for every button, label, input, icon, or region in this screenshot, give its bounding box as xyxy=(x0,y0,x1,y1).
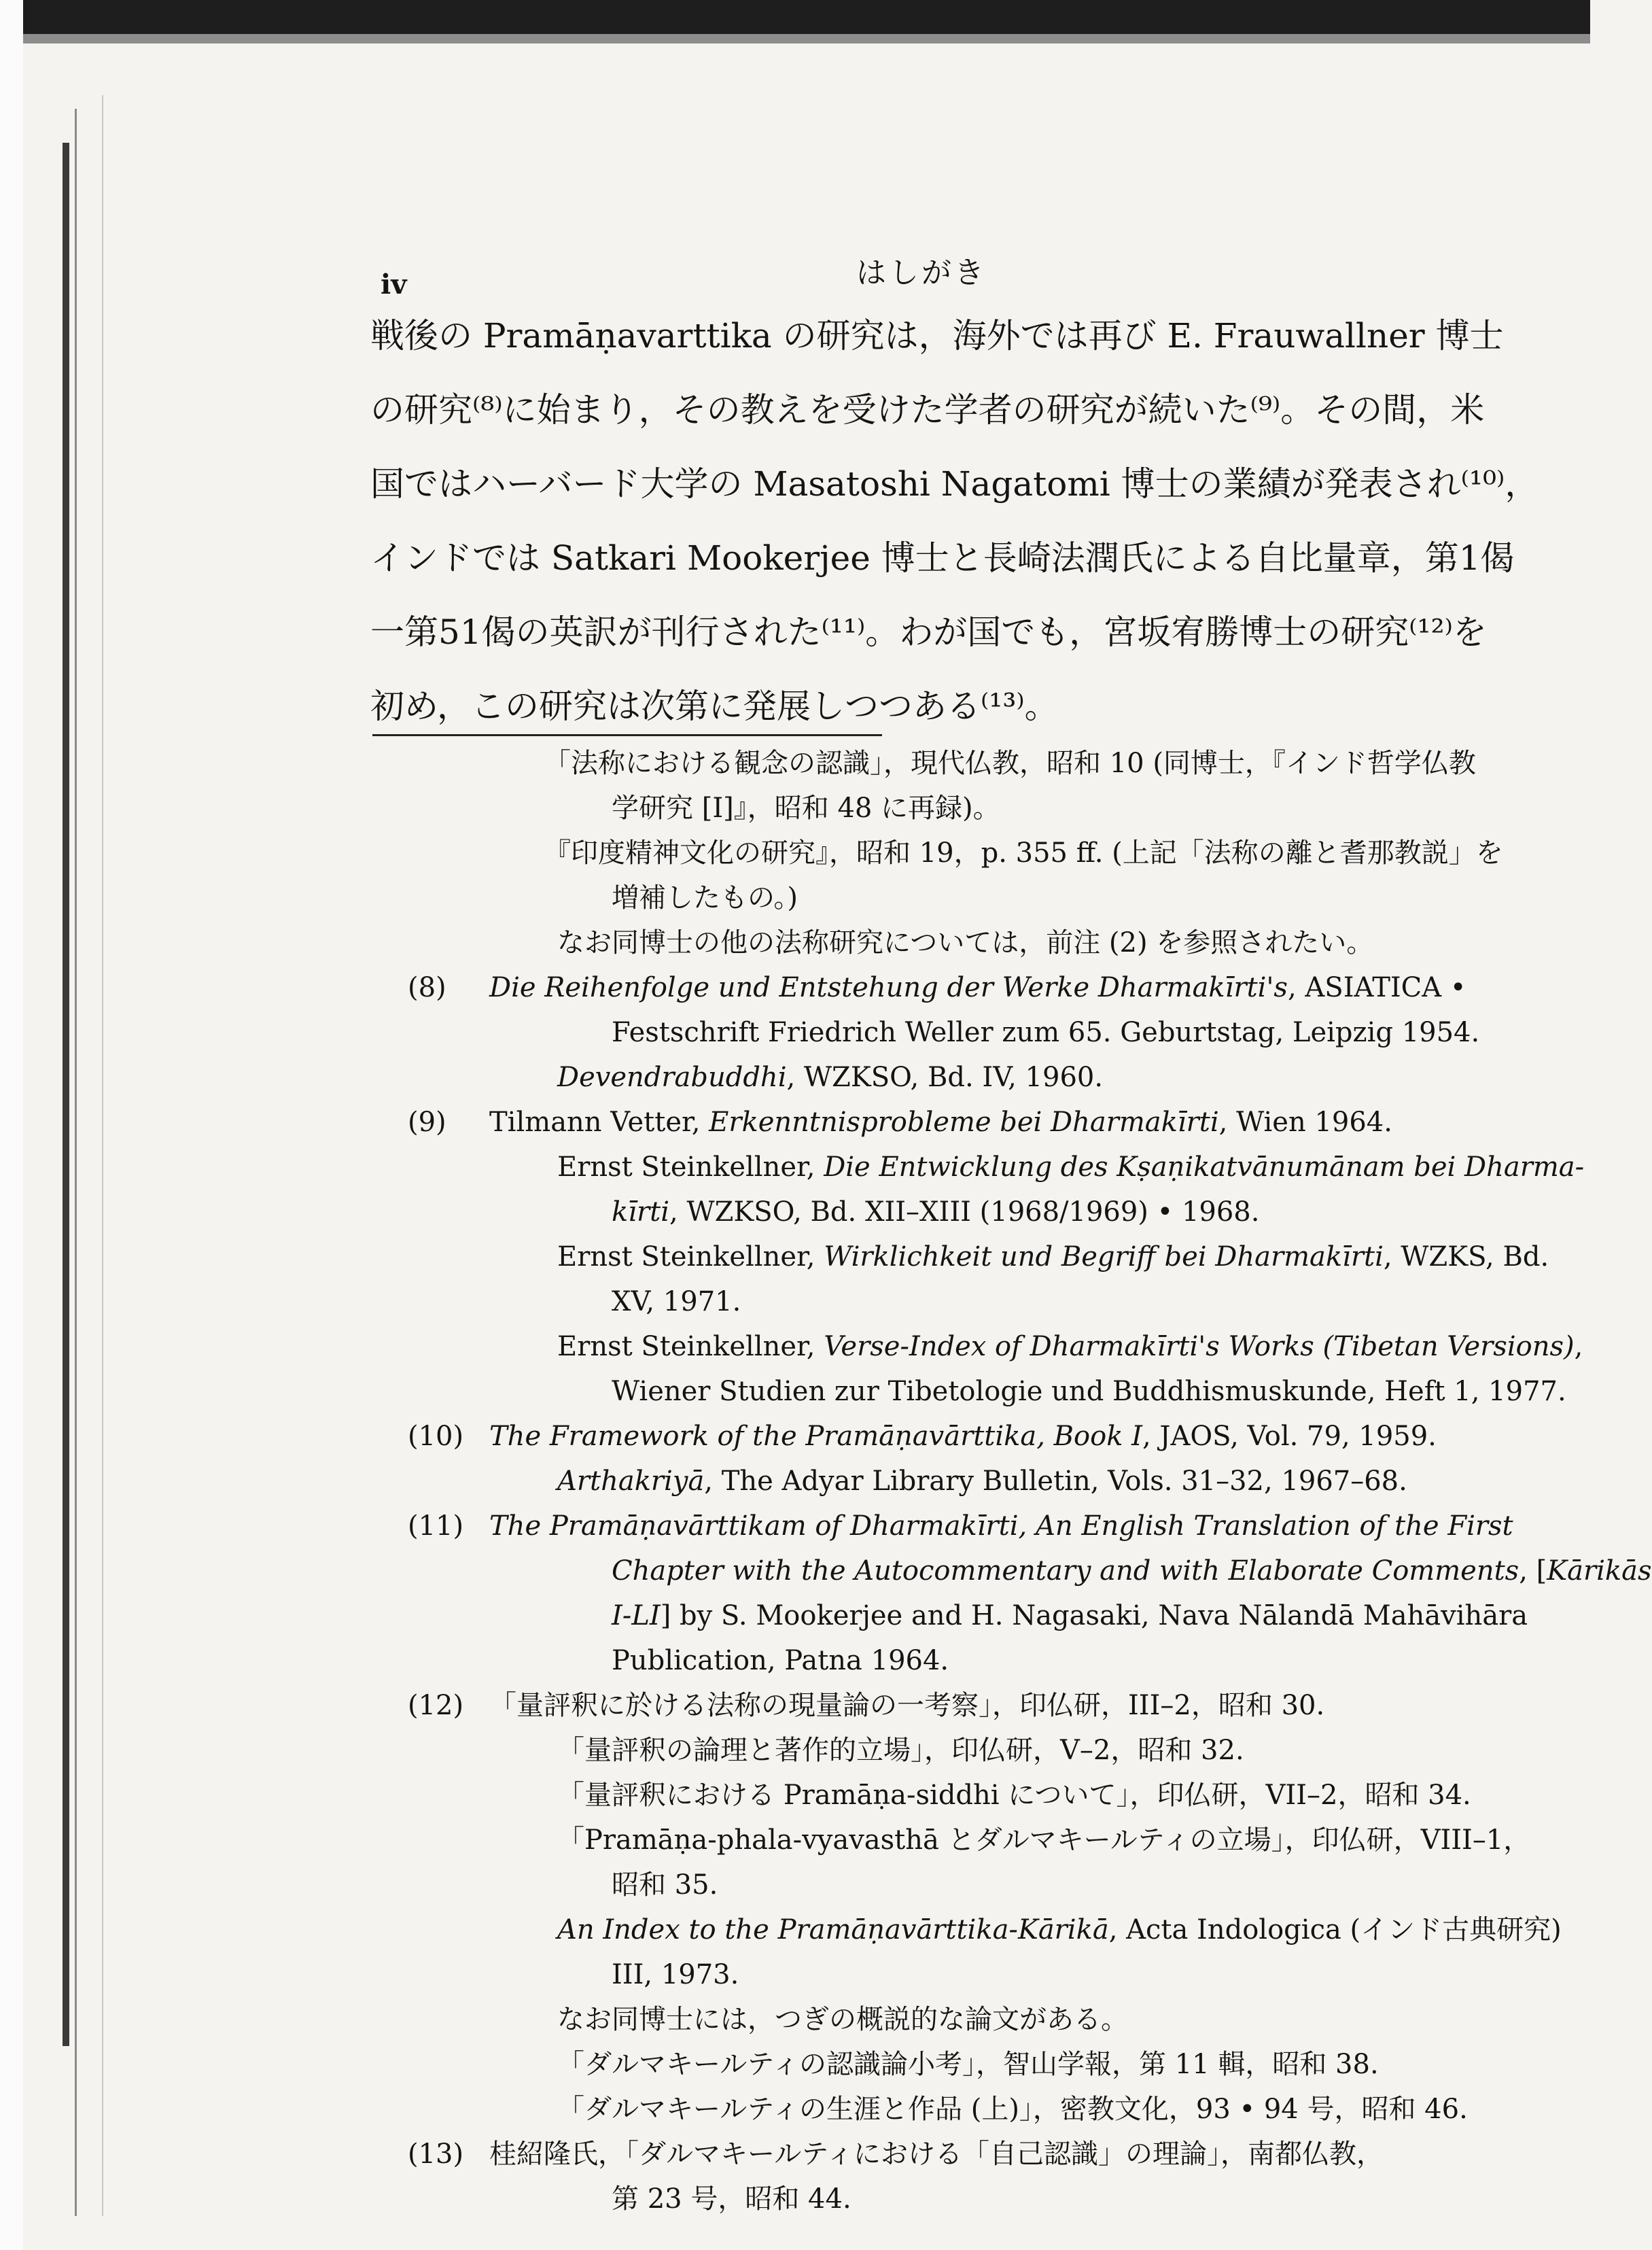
footnote-italic-title: Die Entwicklung des Kṣaṇikatvānumānam bei Dharma- xyxy=(824,1152,1585,1183)
footnote-line xyxy=(408,1100,1515,1145)
footnote-segment: , ASIATICA • xyxy=(1287,972,1466,1003)
footnote-segment: Publication, Patna 1964. xyxy=(612,1645,949,1676)
footnote-text xyxy=(489,1555,1652,1587)
footnote-line xyxy=(408,1190,1515,1234)
footnote-text xyxy=(489,1062,1103,1093)
footnote-italic-title: Devendrabuddhi xyxy=(557,1062,787,1093)
footnote-text xyxy=(489,1241,1549,1273)
footnote-italic-title: Kārikās xyxy=(1547,1555,1652,1587)
footnote-italic-title: I-LI xyxy=(612,1600,661,1631)
footnote-segment: なお同博士には，つぎの概説的な論文がある。 xyxy=(557,2004,1128,2035)
scan-top-shadow xyxy=(0,34,1590,44)
footnote-segment: XV, 1971. xyxy=(612,1286,741,1317)
footnote-line xyxy=(408,786,1515,831)
footnote-text xyxy=(489,1780,1471,1811)
book-spine-line xyxy=(75,109,77,2216)
footnote-line xyxy=(408,1863,1515,1907)
book-spine-shadow xyxy=(63,143,69,2046)
footnote-line xyxy=(408,965,1515,1010)
footnote-segment: , WZKS, Bd. xyxy=(1383,1241,1549,1273)
footnote-segment: Ernst Steinkellner, xyxy=(557,1152,824,1183)
footnote-italic-title: Die Reihenfolge und Entstehung der Werke Dharmakīrti's xyxy=(489,972,1288,1003)
footnote-text xyxy=(489,1331,1583,1362)
footnote-text xyxy=(489,1824,1530,1856)
body-line: 初め，この研究は次第に発展しつつある⁽¹³⁾。 xyxy=(370,687,1059,726)
body-paragraph xyxy=(370,299,1539,744)
footnote-text xyxy=(489,1690,1324,1721)
footnote-text xyxy=(489,1735,1244,1766)
footnote-segment: 「量評釈における Pramāṇa-siddhi について」，印仏研，VII–2，昭和 34. xyxy=(557,1780,1471,1811)
footnote-italic-title: Erkenntnisprobleme bei Dharmakīrti xyxy=(709,1107,1219,1138)
footnote-line xyxy=(408,741,1515,786)
footnote-segment: 「法称における観念の認識」，現代仏教，昭和 10 (同博士，『インド哲学仏教 xyxy=(544,748,1476,779)
footnote-line xyxy=(408,2087,1515,2132)
footnote-italic-title: An Index to the Pramāṇavārttika-Kārikā xyxy=(557,1914,1109,1945)
footnote-line xyxy=(408,1952,1515,1997)
footnote-text xyxy=(489,793,1000,824)
footnote-line xyxy=(408,1145,1585,1190)
footnote-segment: 「ダルマキールティの認識論小考」，智山学報，第 11 輯，昭和 38. xyxy=(557,2049,1379,2080)
footnote-text xyxy=(489,1510,1513,1542)
footnote-text xyxy=(489,1017,1479,1048)
footnote-segment: , WZKSO, Bd. IV, 1960. xyxy=(786,1062,1104,1093)
footnote-number: (13) xyxy=(408,2139,464,2170)
footnote-segment: , [ xyxy=(1519,1555,1547,1587)
footnote-line xyxy=(408,1997,1515,2042)
body-line: インドでは Satkari Mookerjee 博士と長崎法潤氏による自比量章，第1偈 xyxy=(370,538,1515,578)
footnote-text xyxy=(489,1152,1584,1183)
footnote-line xyxy=(408,1638,1515,1683)
footnote-line xyxy=(408,1234,1549,1279)
footnote-segment: , JAOS, Vol. 79, 1959. xyxy=(1142,1421,1437,1452)
footnote-line xyxy=(408,1369,1566,1414)
footnote-line xyxy=(408,1324,1583,1369)
footnote-line xyxy=(408,1773,1515,1818)
footnote-segment: ] by S. Mookerjee and H. Nagasaki, Nava Nālandā Mahāvihāra xyxy=(660,1600,1528,1631)
footnote-segment: 第 23 号，昭和 44. xyxy=(612,2183,851,2215)
footnote-number: (12) xyxy=(408,1690,464,1721)
footnote-line xyxy=(408,1818,1531,1863)
footnote-segment: , xyxy=(1574,1331,1583,1362)
footnote-line xyxy=(408,1414,1515,1459)
footnote-text xyxy=(489,1286,741,1317)
footnote-segment: III, 1973. xyxy=(612,1959,739,1990)
footnote-segment: 増補したもの。) xyxy=(612,882,798,914)
footnote-segment: 『印度精神文化の研究』，昭和 19，p. 355 ff. (上記「法称の離と耆那教説」を xyxy=(544,837,1503,869)
footnote-italic-title: The Pramāṇavārttikam of Dharmakīrti, An English Translation of the First xyxy=(489,1510,1513,1542)
footnote-line xyxy=(408,1907,1562,1952)
footnote-line xyxy=(408,1010,1515,1055)
footnote-text xyxy=(489,1600,1528,1631)
footnote-italic-title: The Framework of the Pramāṇavārttika, Book I xyxy=(489,1421,1142,1452)
body-line: 戦後の Pramāṇavarttika の研究は，海外では再び E. Frauwallner 博士 xyxy=(370,316,1504,356)
footnote-line xyxy=(408,1459,1515,1504)
footnote-line xyxy=(408,1683,1515,1728)
footnote-text xyxy=(489,1645,949,1676)
footnote-segment: , The Adyar Library Bulletin, Vols. 31–32, 1967–68. xyxy=(704,1466,1407,1497)
page-number: iv xyxy=(381,269,407,300)
footnote-line xyxy=(408,1279,1515,1324)
footnote-text xyxy=(489,2139,1384,2170)
footnote-number: (10) xyxy=(408,1421,464,1452)
footnote-text xyxy=(489,1914,1562,1945)
scan-top-band xyxy=(0,0,1590,34)
footnote-line xyxy=(408,920,1515,965)
footnote-segment: 桂紹隆氏，「ダルマキールティにおける「自己認識」の理論」，南都仏教， xyxy=(489,2139,1384,2170)
footnote-segment: 「ダルマキールティの生涯と作品 (上)」，密教文化，93 • 94 号，昭和 46. xyxy=(557,2094,1468,2125)
body-line: 国ではハーバード大学の Masatoshi Nagatomi 博士の業績が発表され⁽¹⁰⁾， xyxy=(370,464,1539,504)
footnote-line xyxy=(408,2042,1515,2087)
footnote-segment: Festschrift Friedrich Weller zum 65. Geburtstag, Leipzig 1954. xyxy=(612,1017,1480,1048)
footnote-text xyxy=(489,2094,1468,2125)
footnote-segment: , Wien 1964. xyxy=(1218,1107,1392,1138)
footnote-text xyxy=(489,972,1466,1003)
footnote-number: (9) xyxy=(408,1107,446,1138)
footnote-line xyxy=(408,1593,1528,1638)
footnote-line xyxy=(408,1728,1515,1773)
footnote-text xyxy=(489,1421,1437,1452)
footnote-text xyxy=(489,2004,1128,2035)
footnote-line xyxy=(408,1548,1652,1593)
footnote-line xyxy=(408,2132,1515,2177)
footnote-divider xyxy=(372,734,882,736)
footnote-text xyxy=(489,1959,739,1990)
footnotes xyxy=(408,741,1652,2221)
footnote-line xyxy=(408,876,1515,920)
footnote-text xyxy=(489,1466,1407,1497)
footnote-text xyxy=(489,1196,1259,1228)
footnote-line xyxy=(408,2177,1515,2221)
footnote-line xyxy=(408,831,1515,876)
footnote-italic-title: kīrti xyxy=(612,1196,670,1228)
footnote-segment: 昭和 35. xyxy=(612,1869,718,1901)
body-line: の研究⁽⁸⁾に始まり，その教えを受けた学者の研究が続いた⁽⁹⁾。その間，米 xyxy=(370,390,1485,430)
footnote-line xyxy=(408,1055,1515,1100)
footnote-italic-title: Chapter with the Autocommentary and with Elaborate Comments xyxy=(612,1555,1519,1587)
footnote-segment: なお同博士の他の法称研究については，前注 (2) を参照されたい。 xyxy=(557,927,1374,958)
footnote-text xyxy=(489,927,1373,958)
body-line: 一第51偈の英訳が刊行された⁽¹¹⁾。わが国でも，宮坂宥勝博士の研究⁽¹²⁾を xyxy=(370,612,1487,652)
footnote-segment: 「量評釈に於ける法称の現量論の一考察」，印仏研，III–2，昭和 30. xyxy=(489,1690,1325,1721)
page-header-title: はしがき xyxy=(856,256,987,290)
footnote-text xyxy=(489,1376,1566,1407)
footnote-line xyxy=(408,1504,1515,1548)
footnote-text xyxy=(489,2049,1379,2080)
footnote-segment: 「Pramāṇa-phala-vyavasthā とダルマキールティの立場」，印仏研，VIII–1， xyxy=(557,1824,1531,1856)
footnote-italic-title: Verse-Index of Dharmakīrti's Works (Tibetan Versions) xyxy=(824,1331,1575,1362)
footnote-text xyxy=(489,837,1503,869)
footnote-italic-title: Wirklichkeit und Begriff bei Dharmakīrti xyxy=(824,1241,1384,1273)
footnote-segment: Tilmann Vetter, xyxy=(489,1107,709,1138)
footnote-segment: 学研究 [I]』，昭和 48 に再録)。 xyxy=(612,793,1000,824)
footnote-text xyxy=(489,2183,851,2215)
footnote-italic-title: Arthakriyā xyxy=(557,1466,705,1497)
footnote-segment: , Acta Indologica (インド古典研究) xyxy=(1108,1914,1562,1945)
footnote-segment: Ernst Steinkellner, xyxy=(557,1241,824,1273)
book-spine-faint-line xyxy=(102,95,103,2216)
footnote-text xyxy=(489,748,1476,779)
footnote-segment: Ernst Steinkellner, xyxy=(557,1331,824,1362)
scan-left-margin xyxy=(0,0,23,2250)
footnote-text xyxy=(489,1107,1392,1138)
footnote-number: (8) xyxy=(408,972,446,1003)
footnote-text xyxy=(489,1869,718,1901)
footnote-segment: , WZKSO, Bd. XII–XIII (1968/1969) • 1968. xyxy=(669,1196,1260,1228)
footnote-segment: Wiener Studien zur Tibetologie und Buddhismuskunde, Heft 1, 1977. xyxy=(612,1376,1566,1407)
footnote-segment: 「量評釈の論理と著作的立場」，印仏研，V–2，昭和 32. xyxy=(557,1735,1244,1766)
footnote-text xyxy=(489,882,798,914)
footnote-number: (11) xyxy=(408,1510,464,1542)
